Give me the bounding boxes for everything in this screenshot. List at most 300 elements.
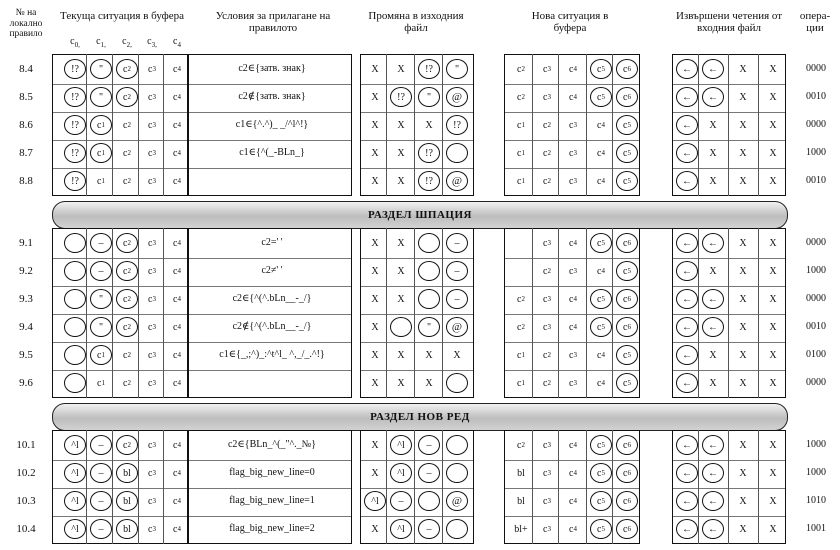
new-group-box — [504, 430, 640, 544]
new-cell: c 4 — [569, 523, 577, 535]
read-cell: X — [769, 293, 777, 305]
read-cell: X — [739, 349, 747, 361]
read-cell: X — [739, 237, 747, 249]
change-cell: – — [418, 435, 440, 455]
current-cell: c 4 — [173, 293, 181, 305]
current-cell: !? — [64, 59, 86, 79]
current-cell: c 1 — [97, 175, 105, 187]
current-cell: – — [90, 519, 112, 539]
new-cell: c 5 — [616, 115, 638, 135]
change-cell: X — [371, 237, 379, 249]
operations-code: 0010 — [806, 175, 826, 186]
current-cell: c 4 — [173, 119, 181, 131]
rule-number: 10.3 — [16, 495, 36, 507]
change-cell: X — [371, 523, 379, 535]
new-cell: c 5 — [590, 317, 612, 337]
column-divider — [558, 228, 559, 398]
new-cell: c 3 — [543, 63, 551, 75]
rule-condition: c1∈{^(_-BLn_} — [239, 147, 305, 158]
column-divider — [163, 228, 164, 398]
operations-code: 0010 — [806, 321, 826, 332]
change-group-box — [360, 228, 474, 398]
change-cell: – — [446, 261, 468, 281]
current-cell: " — [90, 59, 112, 79]
section-banner: РАЗДЕЛ НОВ РЕД — [52, 403, 788, 431]
read-cell-arrow-icon: ← — [676, 373, 698, 393]
current-cell: – — [90, 261, 112, 281]
operations-code: 0000 — [806, 63, 826, 74]
reads-group-box — [672, 228, 786, 398]
rule-condition: c1∈{^.^)_ _/^l^!} — [235, 119, 309, 130]
change-cell: !? — [446, 115, 468, 135]
current-cell: c 4 — [173, 237, 181, 249]
new-cell: c 4 — [569, 439, 577, 451]
change-cell: X — [397, 377, 405, 389]
header-change: Промяна в изходния файл — [368, 10, 464, 34]
read-cell: X — [769, 349, 777, 361]
column-divider — [586, 228, 587, 398]
new-cell: c 3 — [543, 467, 551, 479]
column-divider — [163, 54, 164, 196]
column-divider — [728, 430, 729, 544]
column-divider — [698, 54, 699, 196]
read-cell-arrow-icon: ← — [676, 463, 698, 483]
condition-group-box — [188, 430, 352, 544]
read-cell-arrow-icon: ← — [702, 289, 724, 309]
change-cell: – — [446, 289, 468, 309]
current-cell: bl — [116, 519, 138, 539]
rule-condition: flag_big_new_line=2 — [229, 523, 315, 534]
new-cell: c 5 — [616, 261, 638, 281]
read-cell: X — [769, 265, 777, 277]
new-cell: c 4 — [569, 321, 577, 333]
read-cell-arrow-icon: ← — [676, 345, 698, 365]
change-cell: X — [371, 293, 379, 305]
new-cell: c 5 — [590, 59, 612, 79]
read-cell: X — [739, 467, 747, 479]
read-cell: X — [739, 175, 747, 187]
current-group-box — [52, 54, 188, 196]
current-cell: c 4 — [173, 265, 181, 277]
operations-code: 1010 — [806, 495, 826, 506]
read-cell: X — [769, 321, 777, 333]
new-cell: c 4 — [569, 63, 577, 75]
operations-code: 1001 — [806, 523, 826, 534]
read-cell: X — [769, 439, 777, 451]
new-cell: c 1 — [517, 119, 525, 131]
current-cell: c 4 — [173, 495, 181, 507]
current-cell: " — [90, 87, 112, 107]
current-cell: c 4 — [173, 467, 181, 479]
new-cell: c 2 — [517, 63, 525, 75]
current-cell: c 3 — [148, 175, 156, 187]
change-group-box — [360, 54, 474, 196]
read-cell: X — [739, 293, 747, 305]
header-ops: опера-ции — [799, 10, 831, 34]
read-cell: X — [739, 377, 747, 389]
rule-condition: c2∈{^(^.bLn__-_/} — [232, 293, 312, 304]
read-cell: X — [769, 523, 777, 535]
current-cell: ^l — [64, 491, 86, 511]
column-divider — [698, 228, 699, 398]
rule-condition: c2=' ' — [261, 237, 283, 248]
change-cell: " — [418, 87, 440, 107]
change-cell: ^l — [364, 491, 386, 511]
current-cell: c 3 — [148, 147, 156, 159]
current-cell: c 1 — [90, 115, 112, 135]
change-cell: X — [371, 439, 379, 451]
new-cell: c 3 — [569, 265, 577, 277]
new-cell: c 2 — [543, 147, 551, 159]
new-group-box — [504, 228, 640, 398]
condition-group-box — [188, 228, 352, 398]
read-cell-arrow-icon: ← — [676, 87, 698, 107]
column-divider — [532, 430, 533, 544]
change-cell: – — [418, 463, 440, 483]
current-cell: c 2 — [123, 147, 131, 159]
read-cell: X — [709, 377, 717, 389]
current-cell: ^l — [64, 463, 86, 483]
column-divider — [86, 430, 87, 544]
operations-code: 0000 — [806, 377, 826, 388]
new-cell: c 5 — [590, 87, 612, 107]
column-divider — [112, 54, 113, 196]
new-cell: c 1 — [517, 147, 525, 159]
rule-condition: c2∈{BLn_^(_"^._№} — [227, 439, 317, 450]
rule-number: 8.7 — [19, 147, 33, 159]
read-cell: X — [769, 175, 777, 187]
change-cell: !? — [418, 143, 440, 163]
column-divider — [586, 54, 587, 196]
column-divider — [442, 228, 443, 398]
current-cell: c 4 — [173, 377, 181, 389]
column-divider — [612, 228, 613, 398]
read-cell-arrow-icon: ← — [702, 233, 724, 253]
operations-code: 0000 — [806, 293, 826, 304]
read-cell-arrow-icon: ← — [676, 115, 698, 135]
change-cell: X — [397, 293, 405, 305]
current-cell: ^l — [64, 435, 86, 455]
change-cell: X — [371, 377, 379, 389]
new-cell: bl — [517, 495, 525, 507]
current-cell: c 2 — [116, 289, 138, 309]
change-cell: " — [446, 59, 468, 79]
read-cell: X — [739, 265, 747, 277]
header-condition: Условия за прилагане на правилото — [215, 10, 331, 34]
current-cell: c 3 — [148, 119, 156, 131]
current-cell: c 3 — [148, 293, 156, 305]
current-cell: !? — [64, 143, 86, 163]
current-col-label: $c_4$ — [173, 36, 181, 49]
rule-condition: flag_big_new_line=0 — [229, 467, 315, 478]
current-cell: c 3 — [148, 237, 156, 249]
column-divider — [586, 430, 587, 544]
new-cell: c 2 — [517, 439, 525, 451]
new-cell: c 3 — [543, 321, 551, 333]
new-cell: c 5 — [590, 463, 612, 483]
read-cell: X — [739, 147, 747, 159]
new-cell: c 4 — [569, 293, 577, 305]
operations-code: 0000 — [806, 237, 826, 248]
column-divider — [442, 430, 443, 544]
new-cell: c 5 — [590, 435, 612, 455]
read-cell-arrow-icon: ← — [676, 171, 698, 191]
read-cell-arrow-icon: ← — [702, 491, 724, 511]
reads-group-box — [672, 54, 786, 196]
new-cell: c 5 — [590, 519, 612, 539]
new-cell: c 4 — [597, 175, 605, 187]
column-divider — [112, 228, 113, 398]
new-cell: c 4 — [569, 237, 577, 249]
current-cell: c 2 — [116, 59, 138, 79]
column-divider — [163, 430, 164, 544]
current-cell: " — [90, 317, 112, 337]
new-cell: c 4 — [569, 467, 577, 479]
new-cell: c 3 — [543, 293, 551, 305]
read-cell: X — [769, 495, 777, 507]
current-cell: c 2 — [123, 349, 131, 361]
current-cell: c 2 — [123, 119, 131, 131]
new-cell: c 6 — [616, 233, 638, 253]
change-cell: X — [397, 119, 405, 131]
new-cell: c 4 — [597, 377, 605, 389]
read-cell: X — [739, 91, 747, 103]
change-cell: X — [397, 237, 405, 249]
read-cell: X — [709, 119, 717, 131]
rule-condition: c1∈{_,;^)_:^t^l_ ^,_/_.^!} — [219, 349, 325, 360]
column-divider — [386, 228, 387, 398]
new-cell: c 5 — [590, 491, 612, 511]
current-cell: c 3 — [148, 91, 156, 103]
column-divider — [612, 430, 613, 544]
change-cell: X — [371, 91, 379, 103]
current-col-label: $c_{1,}$ — [96, 36, 106, 49]
column-divider — [386, 430, 387, 544]
read-cell-arrow-icon: ← — [702, 435, 724, 455]
change-cell: @ — [446, 171, 468, 191]
rule-number: 9.3 — [19, 293, 33, 305]
read-cell: X — [739, 321, 747, 333]
column-divider — [442, 54, 443, 196]
rule-condition: c2∉{затв. знак} — [238, 91, 306, 102]
new-cell: c 4 — [597, 147, 605, 159]
current-cell: – — [90, 463, 112, 483]
rule-number: 9.2 — [19, 265, 33, 277]
change-cell: X — [397, 349, 405, 361]
rule-number: 9.4 — [19, 321, 33, 333]
current-cell: c 3 — [148, 439, 156, 451]
change-cell: ^l — [390, 435, 412, 455]
change-cell: X — [397, 147, 405, 159]
operations-code: 0100 — [806, 349, 826, 360]
current-cell: c 3 — [148, 467, 156, 479]
new-cell: bl+ — [514, 523, 528, 535]
new-cell: c 2 — [517, 321, 525, 333]
read-cell-arrow-icon: ← — [702, 59, 724, 79]
new-cell: c 5 — [590, 233, 612, 253]
change-cell: X — [453, 349, 461, 361]
current-cell: c 4 — [173, 439, 181, 451]
new-cell: c 5 — [590, 289, 612, 309]
column-divider — [698, 430, 699, 544]
new-cell: c 6 — [616, 59, 638, 79]
change-cell: X — [371, 265, 379, 277]
current-cell: c 1 — [90, 143, 112, 163]
current-cell: c 1 — [97, 377, 105, 389]
change-cell: @ — [446, 317, 468, 337]
new-cell: c 2 — [543, 175, 551, 187]
current-cell: !? — [64, 87, 86, 107]
new-cell: c 2 — [543, 377, 551, 389]
change-cell: X — [425, 349, 433, 361]
current-cell: !? — [64, 171, 86, 191]
read-cell: X — [709, 175, 717, 187]
change-cell: !? — [418, 171, 440, 191]
column-divider — [758, 228, 759, 398]
current-cell: " — [90, 289, 112, 309]
current-cell: ^l — [64, 519, 86, 539]
column-divider — [138, 228, 139, 398]
new-cell: c 2 — [517, 293, 525, 305]
read-cell: X — [769, 377, 777, 389]
column-divider — [728, 54, 729, 196]
new-cell: c 6 — [616, 491, 638, 511]
column-divider — [558, 430, 559, 544]
operations-code: 1000 — [806, 147, 826, 158]
change-cell: – — [446, 233, 468, 253]
current-cell: c 2 — [123, 175, 131, 187]
read-cell: X — [769, 63, 777, 75]
new-cell: c 3 — [569, 119, 577, 131]
new-cell: c 6 — [616, 87, 638, 107]
read-cell-arrow-icon: ← — [676, 519, 698, 539]
change-cell: X — [425, 119, 433, 131]
current-cell: c 4 — [173, 147, 181, 159]
change-cell: X — [371, 321, 379, 333]
change-cell: @ — [446, 491, 468, 511]
operations-code: 0000 — [806, 119, 826, 130]
change-cell: – — [418, 519, 440, 539]
header-current: Текуща ситуация в буфера — [60, 10, 184, 22]
rule-number: 9.5 — [19, 349, 33, 361]
change-cell: !? — [418, 59, 440, 79]
header-new: Нова ситуация в буфера — [531, 10, 609, 34]
read-cell-arrow-icon: ← — [676, 59, 698, 79]
current-cell: !? — [64, 115, 86, 135]
read-cell: X — [739, 523, 747, 535]
change-cell: ^l — [390, 463, 412, 483]
new-cell: c 6 — [616, 289, 638, 309]
new-cell: c 5 — [616, 171, 638, 191]
new-cell: c 3 — [569, 147, 577, 159]
read-cell-arrow-icon: ← — [676, 491, 698, 511]
rule-number: 10.2 — [16, 467, 36, 479]
change-cell: X — [371, 147, 379, 159]
column-divider — [758, 54, 759, 196]
rule-condition: flag_big_new_line=1 — [229, 495, 315, 506]
current-cell: c 4 — [173, 175, 181, 187]
operations-code: 1000 — [806, 467, 826, 478]
rule-condition: c2∉{^(^.bLn__-_/} — [232, 321, 312, 332]
current-cell: c 2 — [116, 233, 138, 253]
new-cell: c 5 — [616, 143, 638, 163]
current-cell: c 2 — [116, 261, 138, 281]
current-cell: – — [90, 233, 112, 253]
read-cell: X — [739, 119, 747, 131]
current-cell: c 4 — [173, 321, 181, 333]
new-cell: c 2 — [517, 91, 525, 103]
new-cell: c 4 — [569, 495, 577, 507]
new-cell: c 3 — [543, 237, 551, 249]
rule-number: 9.1 — [19, 237, 33, 249]
operations-code: 1000 — [806, 265, 826, 276]
current-cell: c 2 — [123, 377, 131, 389]
current-col-label: $c_{3,}$ — [147, 36, 157, 49]
current-cell: c 2 — [116, 87, 138, 107]
column-divider — [138, 54, 139, 196]
read-cell: X — [709, 147, 717, 159]
change-cell: " — [418, 317, 440, 337]
current-cell: c 3 — [148, 495, 156, 507]
new-cell: c 3 — [543, 439, 551, 451]
column-divider — [414, 54, 415, 196]
new-cell: c 1 — [517, 377, 525, 389]
operations-code: 0010 — [806, 91, 826, 102]
read-cell: X — [739, 495, 747, 507]
column-divider — [758, 430, 759, 544]
read-cell: X — [769, 147, 777, 159]
rule-condition: c2≠' ' — [261, 265, 283, 276]
current-cell: c 3 — [148, 523, 156, 535]
current-group-box — [52, 228, 188, 398]
current-cell: c 3 — [148, 265, 156, 277]
change-cell: X — [371, 63, 379, 75]
current-col-label: $c_{2,}$ — [122, 36, 132, 49]
reads-group-box — [672, 430, 786, 544]
current-col-label: $c_{0,}$ — [70, 36, 80, 49]
read-cell-arrow-icon: ← — [676, 289, 698, 309]
new-cell: c 3 — [569, 175, 577, 187]
rule-number: 10.1 — [16, 439, 36, 451]
new-cell: c 2 — [543, 119, 551, 131]
current-cell: c 1 — [90, 345, 112, 365]
read-cell-arrow-icon: ← — [702, 463, 724, 483]
current-cell: c 4 — [173, 349, 181, 361]
current-cell: bl — [116, 463, 138, 483]
condition-group-box — [188, 54, 352, 196]
rule-number: 8.4 — [19, 63, 33, 75]
new-cell: c 1 — [517, 175, 525, 187]
new-cell: c 3 — [543, 523, 551, 535]
new-cell: c 4 — [597, 349, 605, 361]
read-cell-arrow-icon: ← — [702, 519, 724, 539]
read-cell-arrow-icon: ← — [676, 317, 698, 337]
change-cell: !? — [390, 87, 412, 107]
column-divider — [532, 228, 533, 398]
rule-number: 10.4 — [16, 523, 36, 535]
new-cell: c 6 — [616, 463, 638, 483]
column-divider — [112, 430, 113, 544]
current-cell: c 3 — [148, 377, 156, 389]
new-cell: c 3 — [543, 91, 551, 103]
new-cell: c 1 — [517, 349, 525, 361]
column-divider — [386, 54, 387, 196]
new-cell: c 4 — [597, 265, 605, 277]
change-cell: X — [371, 467, 379, 479]
read-cell-arrow-icon: ← — [676, 261, 698, 281]
current-cell: – — [90, 435, 112, 455]
change-cell: X — [397, 175, 405, 187]
